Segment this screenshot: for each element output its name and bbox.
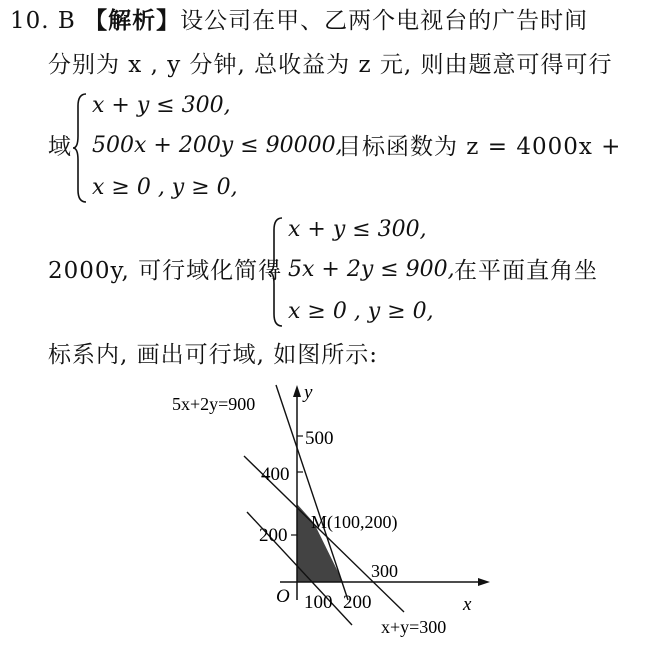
system2-after-text: 在平面直角坐 [454,258,598,284]
system2-line-1: x + y ≤ 300, [288,217,427,242]
line-2000y: 2000y, 可行域化简得 [48,258,283,284]
y-tick-label-200: 200 [259,525,288,546]
x-axis-arrow [478,578,490,586]
x-tick-label-200: 200 [343,592,372,613]
analysis-tag: 【解析】 [84,7,181,34]
system1-line-3: x ≥ 0 , y ≥ 0, [92,175,238,200]
y-tick-label-400: 400 [261,464,290,485]
solution-line-last: 标系内, 画出可行域, 如图所示: [48,342,378,368]
line-5x-2y-900-label: 5x+2y=900 [172,394,256,414]
point-m-label: M(100,200) [311,512,398,532]
system1-line-1: x + y ≤ 300, [92,93,231,118]
origin-label: O [276,586,290,607]
problem-number: 10. B [10,8,76,34]
tick-300-label: 300 [371,561,398,581]
line1-text: 设公司在甲、乙两个电视台的广告时间 [180,8,589,34]
system1-after-text: 目标函数为 z = 4000x + [338,134,622,160]
x-tick-label-100: 100 [304,592,333,613]
line2-text: 分别为 x , y 分钟, 总收益为 z 元, 则由题意可得可行 [48,52,613,78]
domain-word-text: 域 [48,134,72,160]
system2-line-3: x ≥ 0 , y ≥ 0, [288,299,434,324]
axis-y-label: y [304,382,313,403]
y-axis-arrow [293,385,301,397]
axis-x-label: x [463,594,472,615]
system2-line-2: 5x + 2y ≤ 900, [288,257,455,282]
system1-line-2: 500x + 200y ≤ 90000, [92,133,343,158]
line-x-y-300-label: x+y=300 [381,617,447,637]
y-tick-label-500: 500 [305,428,334,449]
